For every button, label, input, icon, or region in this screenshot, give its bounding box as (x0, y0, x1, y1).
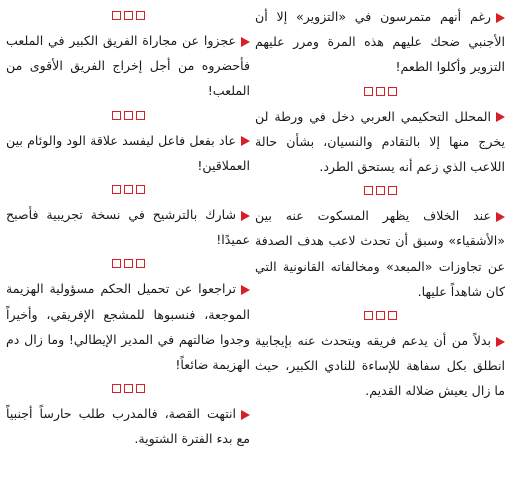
separator-squares-icon (6, 180, 250, 198)
arrow-bullet-icon (496, 212, 505, 222)
list-item (255, 328, 505, 404)
item-text: بدلاً من أن يدعم فريقه ويتحدث عنه بإيجابية انطلق بكل سفاهة للإساءة للنادي الكبير، حيث ما زال يعيش ضلاله القديم. (255, 333, 505, 399)
list-item (255, 104, 505, 180)
list-item (6, 28, 250, 104)
left-column (6, 4, 250, 452)
item-text: شارك بالترشيح في نسخة تجريبية فأصبح عميدًا! (6, 207, 250, 248)
arrow-bullet-icon (241, 136, 250, 146)
arrow-bullet-icon (241, 211, 250, 221)
list-item (255, 203, 505, 304)
separator-squares-icon (6, 254, 250, 272)
arrow-bullet-icon (496, 337, 505, 347)
separator-squares-icon (6, 6, 250, 24)
list-item (255, 4, 505, 80)
separator-squares-icon (6, 379, 250, 397)
item-text: تراجعوا عن تحميل الحكم مسؤولية الهزيمة الموجعة، فنسبوها للمشجع الإفريقي، وأخيراً وجدوا ضالتهم في المدير الإيطالي! وما زال دم الهزيمة ضائعاً! (6, 281, 250, 373)
right-column (255, 4, 505, 404)
list-item (6, 202, 250, 252)
item-text: المحلل التحكيمي العربي دخل في ورطة لن يخرج منها إلا بالتقادم والنسيان، بشأن حالة اللاعب الذي زعم أنه يستحق الطرد. (255, 108, 505, 175)
arrow-bullet-icon (241, 410, 250, 420)
item-text: رغم أنهم متمرسون في «التزوير» إلا أن الأجنبي ضحك عليهم هذه المرة ومرر عليهم التزوير وأكلوا الطعم! (255, 9, 505, 75)
arrow-bullet-icon (241, 37, 250, 47)
list-item (6, 276, 250, 377)
item-text: عاد بفعل فاعل ليفسد علاقة الود والوئام بين العملاقين! (6, 132, 250, 173)
separator-squares-icon (6, 106, 250, 124)
arrow-bullet-icon (241, 285, 250, 295)
list-item (6, 401, 250, 451)
separator-squares-icon (255, 82, 505, 100)
arrow-bullet-icon (496, 13, 505, 23)
item-text: انتهت القصة، فالمدرب طلب حارساً أجنبياً مع بدء الفترة الشتوية. (6, 406, 250, 447)
item-text: عند الخلاف يظهر المسكوت عنه بين «الأشقياء» وسبق أن تحدث لاعب هدف الصدفة عن تجاوزات «المبعد» ومخالفاته القانونية التي كان شاهداً عليها. (255, 208, 505, 299)
separator-squares-icon (255, 181, 505, 199)
arrow-bullet-icon (496, 112, 505, 122)
separator-squares-icon (255, 306, 505, 324)
list-item (6, 128, 250, 178)
item-text: عجزوا عن مجاراة الفريق الكبير في الملعب فأحضروه من أجل إخراج الفريق الأقوى من الملعب! (6, 33, 250, 99)
